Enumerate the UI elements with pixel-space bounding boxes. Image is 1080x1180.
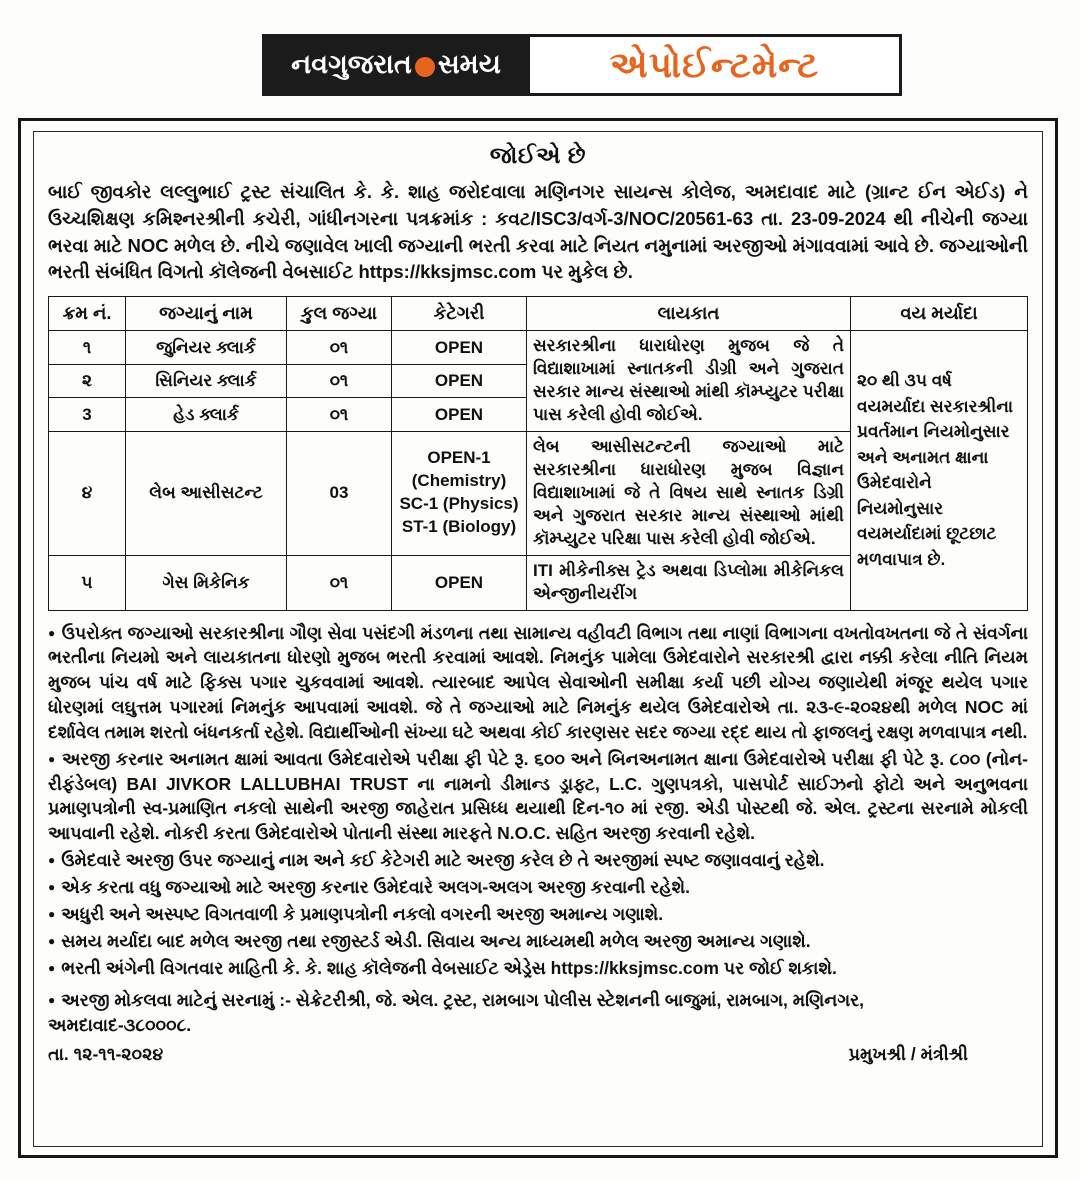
masthead: [262, 34, 902, 96]
note-item: ● ઉમેદવારે અરજી ઉપર જગ્યાનું નામ અને કઈ કેટેગરી માટે અરજી કરેલ છે તે અરજીમાં સ્પષ્ટ જણાવવાનું રહેશે.: [48, 848, 1028, 873]
table-row: [49, 331, 1028, 365]
signature-line: પ્રમુખશ્રી / મંત્રીશ્રી: [848, 1044, 968, 1065]
notes-section: [48, 621, 1028, 981]
cell-total: ૦૧: [287, 398, 392, 432]
cell-category: OPEN: [392, 398, 527, 432]
note-item: ● સમય મર્યાદા બાદ મળેલ અરજી તથા રજીસ્ટર્ડ એડી. સિવાય અન્ય માધ્યમથી મળેલ અરજી અમાન્ય ગણાશે.: [48, 929, 1028, 954]
masthead-brand-secondary: સમય: [437, 49, 501, 79]
col-header-qualification: લાયકાત: [527, 297, 851, 331]
advertisement-inner-border: [33, 131, 1043, 1147]
table-header-row: [49, 297, 1028, 331]
note-item: ● ભરતી અંગેની વિગતવાર માહિતી કે. કે. શાહ કૉલેજની વેબસાઈટ એડ્રેસ https://kksjmsc.com પર જોઈ શકાશે.: [48, 956, 1028, 981]
cell-post: લેબ આસીસટન્ટ: [126, 432, 287, 556]
cell-qualification-lab: લેબ આસીસટન્ટની જગ્યાઓ માટે સરકારશ્રીના ધારાધોરણ મુજબ વિજ્ઞાન વિદ્યાશાખામાં જે તે વિષય સાથે સ્નાતક ડિગ્રી અને ગુજરાત સરકાર માન્ય સંસ્થાઓ માંથી કૉમ્પ્યુટર પરિક્ષા પાસ કરેલી હોવી જોઈએ.: [527, 432, 851, 556]
cell-sr: ૨: [49, 364, 126, 398]
cell-post: ગેસ મિકેનિક: [126, 555, 287, 610]
cell-total: ૦૧: [287, 364, 392, 398]
col-header-age: વય મર્યાદા: [851, 297, 1028, 331]
publication-date: તા. ૧૨-૧૧-૨૦૨૪: [48, 1044, 164, 1065]
cell-sr: ૪: [49, 432, 126, 556]
address-label: ● અરજી મોકલવા માટેનું સરનામું :-: [48, 990, 291, 1010]
cell-sr: 3: [49, 398, 126, 432]
advertisement-box: [18, 118, 1058, 1158]
cell-category: OPEN: [392, 364, 527, 398]
vacancy-table: [48, 296, 1028, 610]
masthead-brand: [262, 34, 530, 96]
address-line-1: સેક્રેટરીશ્રી, જે. એલ. ટ્રસ્ટ, રામબાગ પોલીસ સ્ટેશનની બાજુમાં, રામબાગ, મણિનગર,: [295, 990, 865, 1011]
note-item: ● ઉપરોક્ત જગ્યાઓ સરકારશ્રીના ગૌણ સેવા પસંદગી મંડળના તથા સામાન્ય વહીવટી વિભાગ તથા નાણાં વિભાગના વખતોવખતના જે તે સંવર્ગના ભરતીના નિયમો અને લાયકાતના ધોરણો મુજબ ભરતી કરવામાં આવશે. નિમનુંક પામેલા ઉમેદવારોને સરકારશ્રી દ્વારા નક્કી કરેલા નીતિ નિયમ મુજબ પાંચ વર્ષ માટે ફિક્સ પગાર ચુકવવામાં આવશે. ત્યારબાદ આપેલ સેવાઓની સમીક્ષા કર્યા પછી યોગ્ય જણાયેથી મંજૂર થયેલ પગાર ધોરણમાં લઘુત્તમ પગારમાં નિમનુંક આપવામાં આવશે. જે તે જગ્યાઓ માટે નિમનુંક થયેલ ઉમેદવારોએ તા. ૨૩-૯-૨૦૨૪થી મળેલ NOC માં દર્શાવેલ તમામ શરતો બંધનકર્તા રહેશે. વિદ્યાર્થીઓની સંખ્યા ઘટે અથવા કોઈ કારણસર સદર જગ્યા રદ્દ થાય તો ફાજલનું રક્ષણ મળવાપાત્ર નથી.: [48, 621, 1028, 745]
page-title: જોઈએ છે: [489, 142, 587, 168]
cell-post: હેડ ક્લાર્ક: [126, 398, 287, 432]
note-item: ● અધુરી અને અસ્પષ્ટ વિગતવાળી કે પ્રમાણપત્રોની નકલો વગરની અરજી અમાન્ય ગણાશે.: [48, 902, 1028, 927]
cell-category: OPEN: [392, 331, 527, 365]
col-header-category: કેટેગરી: [392, 297, 527, 331]
col-header-sr: ક્રમ નં.: [49, 297, 126, 331]
footer: [48, 1044, 1028, 1065]
col-header-total: કુલ જગ્યા: [287, 297, 392, 331]
masthead-brand-primary: નવગુજરાત: [291, 49, 412, 79]
cell-total: ૦૧: [287, 331, 392, 365]
application-address: [48, 988, 1028, 1038]
cell-total: 03: [287, 432, 392, 556]
note-item: ● એક કરતા વધુ જગ્યાઓ માટે અરજી કરનાર ઉમેદવારે અલગ-અલગ અરજી કરવાની રહેશે.: [48, 875, 1028, 900]
logo-dot-icon: [415, 57, 435, 77]
cell-category: OPEN-1 (Chemistry) SC-1 (Physics) ST-1 (Biology): [392, 432, 527, 556]
cell-category: OPEN: [392, 555, 527, 610]
cell-sr: ૫: [49, 555, 126, 610]
col-header-post: જગ્યાનું નામ: [126, 297, 287, 331]
cell-qualification-gas: ITI મીકેનીક્સ ટ્રેડ અથવા ડિપ્લોમા મીકેનિકલ એન્જીનીયરીંગ: [527, 555, 851, 610]
cell-sr: ૧: [49, 331, 126, 365]
cell-qualification-clerks: સરકારશ્રીના ધારાધોરણ મુજબ જે તે વિદ્યાશાખામાં સ્નાતકની ડીગ્રી અને ગુજરાત સરકાર માન્ય સંસ્થાઓ માંથી કૉમ્પ્યુટર પરીક્ષા પાસ કરેલી હોવી જોઈએ.: [527, 331, 851, 432]
cell-age-limit: ૨૦ થી ૩૫ વર્ષ વયમર્યાદા સરકારશ્રીના પ્રવર્તમાન નિયમોનુસાર અને અનામત ક્ષાના ઉમેદવારોને નિયમોનુસાર વયમર્યાદામાં છૂટછાટ મળવાપાત્ર છે.: [851, 331, 1028, 610]
intro-paragraph: બાઈ જીવકોર લલ્લુભાઈ ટ્રસ્ટ સંચાલિત કે. કે. શાહ જરોદવાલા મણિનગર સાયન્સ કોલેજ, અમદાવાદ માટે (ગ્રાન્ટ ઈન એઈડ) ને ઉચ્ચશિક્ષણ કમિશ્નરશ્રીની કચેરી, ગાંધીનગરના પત્રક્રમાંક : કવટ/ISC3/વર્ગ-3/NOC/20561-63 તા. 23-09-2024 થી નીચેની જગ્યા ભરવા માટે NOC મળેલ છે. નીચે જણાવેલ ખાલી જગ્યાની ભરતી કરવા માટે નિયત નમુનામાં અરજીઓ મંગાવવામાં આવે છે. જગ્યાઓની ભરતી સંબંધિત વિગતો કૉલેજની વેબસાઈટ https://kksjmsc.com પર મુકેલ છે.: [48, 181, 1028, 283]
cell-post: જુનિયર ક્લાર્ક: [126, 331, 287, 365]
address-line-2: અમદાવાદ-૩૮૦૦૦૮.: [48, 1015, 192, 1036]
masthead-section-title: એપોઈન્ટમેન્ટ: [530, 34, 902, 96]
cell-total: ૦૧: [287, 555, 392, 610]
cell-post: સિનિયર ક્લાર્ક: [126, 364, 287, 398]
note-item: ● અરજી કરનાર અનામત ક્ષામાં આવતા ઉમેદવારોએ પરીક્ષા ફી પેટે રૂ. ૬૦૦ અને બિનઅનામત ક્ષાના ઉમેદવારોએ પરીક્ષા ફી પેટે રૂ. ૮૦૦ (નોન-રીફંડેબલ) BAI JIVKOR LALLUBHAI TRUST ના નામનો ડીમાન્ડ ડ્રાફ્ટ, L.C. ગુણપત્રકો, પાસપોર્ટ સાઈઝનો ફોટો અને અનુભવના પ્રમાણપત્રોની સ્વ-પ્રમાણિત નકલો સાથેની અરજી જાહેરાત પ્રસિધ્ધ થયાથી દિન-૧૦ માં રજી. એડી પોસ્ટથી જે. એલ. ટ્રસ્ટના સરનામે મોકલી આપવાની રહેશે. નોકરી કરતા ઉમેદવારોએ પોતાની સંસ્થા મારફતે N.O.C. સહિત અરજી કરવાની રહેશે.: [48, 747, 1028, 846]
